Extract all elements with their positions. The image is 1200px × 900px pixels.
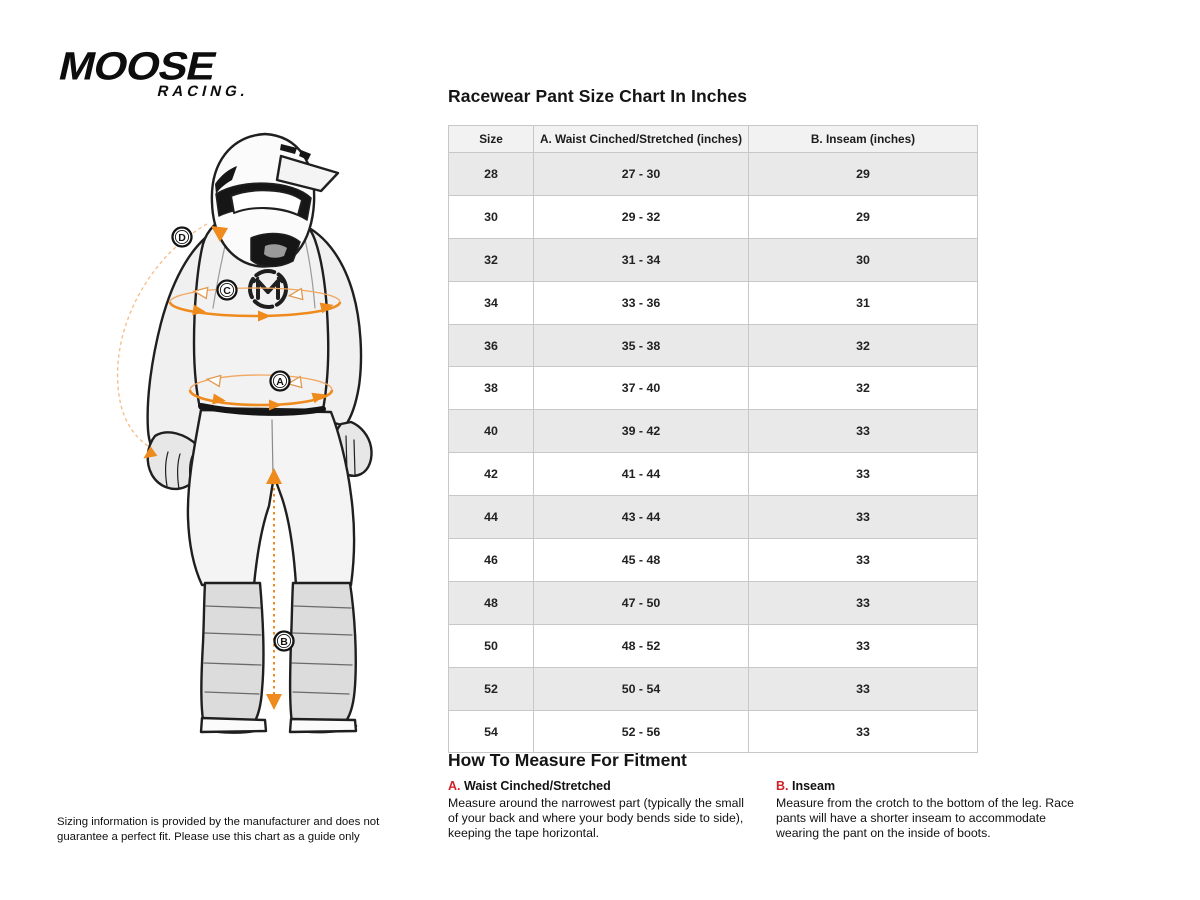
table-cell: 33 — [749, 710, 978, 753]
table-cell: 43 - 44 — [534, 496, 749, 539]
table-row — [449, 367, 978, 410]
table-cell: 30 — [749, 238, 978, 281]
instruction-heading-waist — [448, 779, 744, 795]
table-row — [449, 667, 978, 710]
column-header-waist: A. Waist Cinched/Stretched (inches) — [534, 126, 749, 153]
table-cell: 33 - 36 — [534, 281, 749, 324]
table-header-row — [449, 126, 978, 153]
table-cell: 32 — [749, 367, 978, 410]
table-cell: 27 - 30 — [534, 153, 749, 196]
svg-text:A: A — [276, 375, 284, 388]
table-row — [449, 710, 978, 753]
how-to-measure-title: How To Measure For Fitment — [448, 750, 687, 770]
label-c-circle — [218, 281, 237, 300]
size-chart-table — [448, 125, 978, 753]
instruction-text-inseam: Measure from the crotch to the bottom of the leg. Race pants will have a shorter inseam to accommodate wearing the pant on the inside of boots. — [776, 795, 1075, 840]
rider-pants — [188, 406, 354, 585]
svg-text:C: C — [223, 284, 231, 297]
rider-right-boot — [290, 583, 356, 732]
table-row — [449, 496, 978, 539]
table-row — [449, 581, 978, 624]
table-cell: 45 - 48 — [534, 539, 749, 582]
table-cell: 50 — [449, 624, 534, 667]
logo-moose-text: MOOSE — [54, 44, 220, 89]
table-row — [449, 195, 978, 238]
label-a-circle — [271, 372, 290, 391]
table-cell: 41 - 44 — [534, 453, 749, 496]
measure-instruction-waist — [448, 779, 744, 841]
table-row — [449, 153, 978, 196]
label-d-circle — [173, 228, 192, 247]
table-cell: 31 — [749, 281, 978, 324]
table-row — [449, 238, 978, 281]
logo-racing-text: RACING. — [155, 83, 251, 100]
table-cell: 40 — [449, 410, 534, 453]
column-header-size: Size — [449, 126, 534, 153]
instruction-label-inseam: Inseam — [791, 779, 836, 793]
table-row — [449, 281, 978, 324]
table-cell: 50 - 54 — [534, 667, 749, 710]
table-row — [449, 410, 978, 453]
table-row — [449, 324, 978, 367]
table-cell: 33 — [749, 581, 978, 624]
column-header-inseam: B. Inseam (inches) — [749, 126, 978, 153]
measure-instruction-inseam — [776, 779, 1084, 841]
table-cell: 29 — [749, 153, 978, 196]
table-cell: 37 - 40 — [534, 367, 749, 410]
table-cell: 54 — [449, 710, 534, 753]
instruction-letter-b: B. — [776, 779, 789, 793]
label-b-circle — [275, 632, 294, 651]
table-cell: 35 - 38 — [534, 324, 749, 367]
svg-text:D: D — [178, 231, 186, 244]
moose-racing-logo — [55, 44, 255, 99]
table-cell: 31 - 34 — [534, 238, 749, 281]
table-cell: 29 - 32 — [534, 195, 749, 238]
table-cell: 33 — [749, 496, 978, 539]
table-cell: 52 — [449, 667, 534, 710]
table-cell: 34 — [449, 281, 534, 324]
table-row — [449, 624, 978, 667]
table-cell: 29 — [749, 195, 978, 238]
table-cell: 47 - 50 — [534, 581, 749, 624]
table-row — [449, 539, 978, 582]
table-cell: 33 — [749, 624, 978, 667]
table-cell: 33 — [749, 667, 978, 710]
size-chart-title: Racewear Pant Size Chart In Inches — [448, 86, 748, 106]
table-cell: 44 — [449, 496, 534, 539]
rider-left-boot — [201, 583, 266, 733]
table-cell: 32 — [449, 238, 534, 281]
table-cell: 33 — [749, 410, 978, 453]
instruction-letter-a: A. — [448, 779, 461, 793]
sizing-disclaimer: Sizing information is provided by the manufacturer and does not guarantee a perfect fit. Please use this chart as a guide only — [57, 816, 380, 844]
table-cell: 33 — [749, 453, 978, 496]
table-cell: 39 - 42 — [534, 410, 749, 453]
svg-text:B: B — [280, 635, 288, 648]
table-cell: 42 — [449, 453, 534, 496]
table-cell: 46 — [449, 539, 534, 582]
table-cell: 52 - 56 — [534, 710, 749, 753]
table-cell: 33 — [749, 539, 978, 582]
table-cell: 32 — [749, 324, 978, 367]
instruction-heading-inseam — [776, 779, 1084, 795]
table-cell: 28 — [449, 153, 534, 196]
table-cell: 38 — [449, 367, 534, 410]
table-row — [449, 453, 978, 496]
instruction-label-waist: Waist Cinched/Stretched — [463, 779, 611, 793]
table-cell: 36 — [449, 324, 534, 367]
table-cell: 30 — [449, 195, 534, 238]
table-cell: 48 - 52 — [534, 624, 749, 667]
rider-measurement-illustration — [55, 118, 405, 743]
instruction-text-waist: Measure around the narrowest part (typically the small of your back and where your body bends side to side), keeping the tape horizontal. — [448, 795, 744, 840]
table-cell: 48 — [449, 581, 534, 624]
